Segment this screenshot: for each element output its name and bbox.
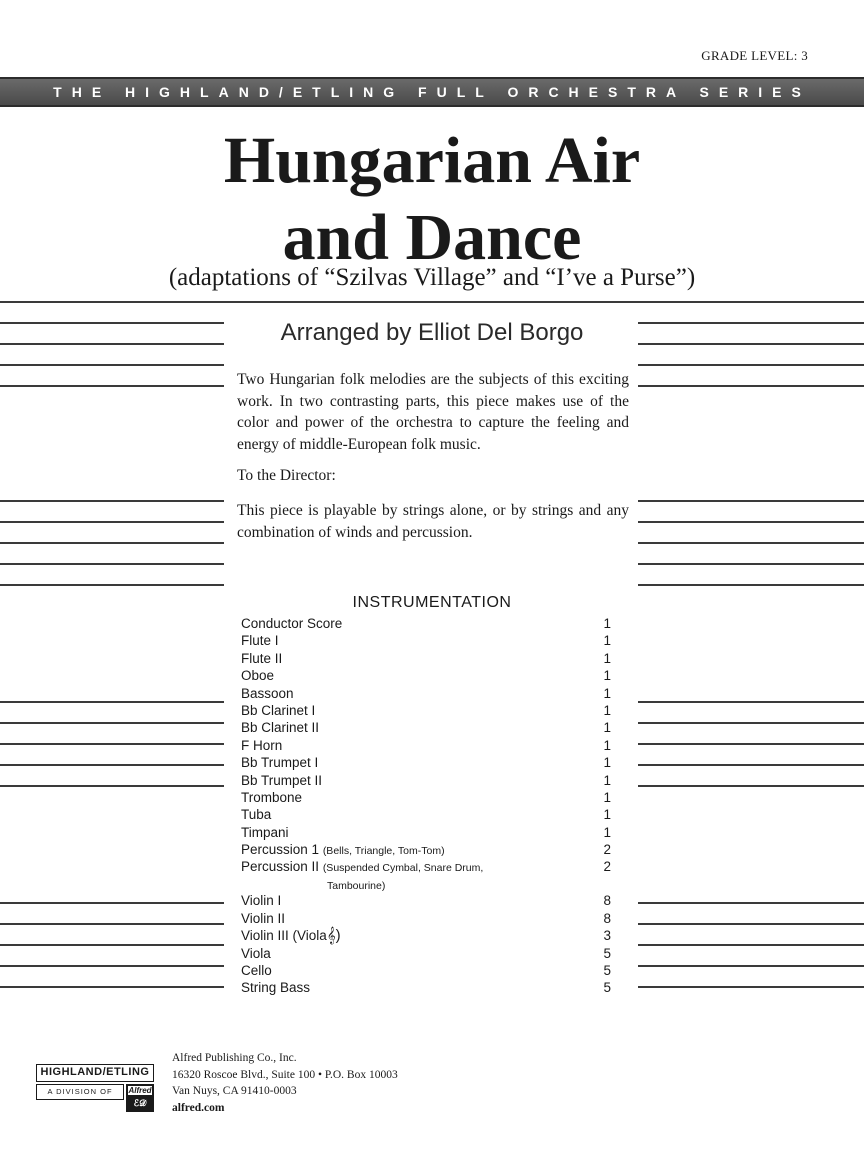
staff-rule bbox=[638, 563, 864, 565]
instrument-name-cell bbox=[241, 945, 271, 962]
instrument-note: (Bells, Triangle, Tom-Tom) bbox=[322, 845, 445, 858]
alfred-badge-mark: ℰ𝒟 bbox=[133, 1098, 147, 1108]
instrument-name: Percussion II bbox=[241, 859, 320, 875]
instrument-name: Cello bbox=[241, 963, 272, 979]
staff-rule bbox=[0, 764, 224, 766]
treble-clef-icon: 𝄞) bbox=[326, 927, 341, 945]
staff-rule bbox=[0, 944, 224, 946]
instrument-row bbox=[241, 841, 611, 858]
director-note: This piece is playable by strings alone, or by strings and any combination of winds and percussion. bbox=[237, 502, 629, 541]
instrument-name: Bb Trumpet II bbox=[241, 772, 323, 788]
instrument-name-cell bbox=[241, 892, 281, 909]
alfred-badge-text: Alfred bbox=[128, 1086, 152, 1095]
instrumentation-heading: INSTRUMENTATION bbox=[352, 594, 512, 611]
instrument-quantity: 1 bbox=[603, 772, 611, 788]
instrumentation-list bbox=[241, 615, 611, 997]
instrument-name-cell bbox=[241, 667, 274, 684]
staff-rule bbox=[0, 743, 224, 745]
instrument-quantity: 1 bbox=[603, 685, 611, 701]
staff-rule bbox=[0, 385, 224, 387]
instrument-name: Viola bbox=[241, 945, 271, 961]
instrument-quantity: 2 bbox=[603, 842, 611, 858]
instrument-name-cell bbox=[241, 858, 483, 892]
instrument-row bbox=[241, 719, 611, 736]
instrument-name: Oboe bbox=[241, 668, 275, 684]
instrument-name: Tuba bbox=[241, 807, 272, 823]
staff-rule bbox=[0, 785, 224, 787]
staff-rule bbox=[638, 385, 864, 387]
instrument-name-cell bbox=[241, 737, 282, 754]
staff-rule bbox=[638, 521, 864, 523]
grade-level: GRADE LEVEL: 3 bbox=[701, 48, 808, 63]
instrument-quantity: 3 bbox=[603, 928, 611, 944]
instrument-name: Timpani bbox=[241, 824, 289, 840]
instrument-quantity: 1 bbox=[603, 668, 611, 684]
instrument-row bbox=[241, 979, 611, 996]
staff-rule bbox=[0, 500, 224, 502]
instrument-quantity: 1 bbox=[603, 789, 611, 805]
instrument-row bbox=[241, 892, 611, 909]
instrument-note-continued: Tambourine) bbox=[327, 879, 386, 892]
instrument-row bbox=[241, 754, 611, 771]
staff-rule bbox=[638, 986, 864, 988]
instrument-row bbox=[241, 824, 611, 841]
instrument-name-cell bbox=[241, 650, 282, 667]
staff-rule bbox=[0, 923, 224, 925]
publisher-name: Alfred Publishing Co., Inc. bbox=[172, 1052, 297, 1064]
alfred-logo-badge bbox=[126, 1084, 154, 1112]
instrument-quantity: 1 bbox=[603, 807, 611, 823]
staff-rule bbox=[638, 944, 864, 946]
instrument-name: Flute II bbox=[241, 650, 283, 666]
instrument-name-cell bbox=[241, 841, 445, 858]
staff-rule bbox=[638, 584, 864, 586]
instrument-quantity: 1 bbox=[603, 737, 611, 753]
instrument-name-cell bbox=[241, 754, 318, 771]
publisher-address-line-2: Van Nuys, CA 91410-0003 bbox=[172, 1085, 297, 1097]
title-line-2: and Dance bbox=[282, 201, 582, 274]
instrument-name: Violin I bbox=[241, 893, 282, 909]
subtitle: (adaptations of “Szilvas Village” and “I’ve a Purse”) bbox=[168, 264, 696, 291]
instrument-row bbox=[241, 685, 611, 702]
instrument-row bbox=[241, 615, 611, 632]
instrument-name: Bb Clarinet I bbox=[241, 702, 316, 718]
instrument-quantity: 8 bbox=[603, 910, 611, 926]
instrument-quantity: 1 bbox=[603, 755, 611, 771]
instrument-name-cell bbox=[241, 824, 289, 841]
staff-rule bbox=[0, 521, 224, 523]
instrument-name-cell bbox=[241, 789, 302, 806]
instrument-name: String Bass bbox=[241, 980, 311, 996]
instrument-name: Bb Clarinet II bbox=[241, 720, 320, 736]
director-heading: To the Director: bbox=[237, 467, 336, 484]
instrument-name-cell bbox=[241, 962, 272, 979]
instrument-row bbox=[241, 910, 611, 927]
instrument-row bbox=[241, 667, 611, 684]
instrument-note: (Suspended Cymbal, Snare Drum, bbox=[322, 862, 484, 875]
instrument-quantity: 5 bbox=[603, 980, 611, 996]
publisher-address-block bbox=[172, 1050, 398, 1116]
staff-rule bbox=[638, 923, 864, 925]
instrument-name-cell bbox=[241, 632, 279, 649]
instrument-name: Violin II bbox=[241, 910, 286, 926]
instrument-name-cell bbox=[241, 772, 322, 789]
staff-rule bbox=[638, 701, 864, 703]
instrument-name-cell bbox=[241, 615, 342, 632]
instrument-quantity: 1 bbox=[603, 616, 611, 631]
staff-rule bbox=[0, 301, 864, 303]
instrument-quantity: 1 bbox=[603, 650, 611, 666]
publisher-logo bbox=[36, 1064, 156, 1106]
instrument-quantity: 5 bbox=[603, 963, 611, 979]
instrument-name: Percussion 1 bbox=[241, 842, 320, 858]
instrument-row bbox=[241, 789, 611, 806]
instrument-row bbox=[241, 632, 611, 649]
instrument-name-cell bbox=[241, 910, 285, 927]
staff-rule bbox=[638, 965, 864, 967]
instrument-quantity: 1 bbox=[603, 702, 611, 718]
staff-rule bbox=[0, 364, 224, 366]
staff-rule bbox=[638, 785, 864, 787]
instrument-row bbox=[241, 772, 611, 789]
instrument-row bbox=[241, 650, 611, 667]
staff-rule bbox=[0, 965, 224, 967]
publisher-address-line-1: 16320 Roscoe Blvd., Suite 100 • P.O. Box 10003 bbox=[172, 1068, 398, 1081]
instrument-name: Violin III (Viola bbox=[241, 928, 327, 944]
instrument-row bbox=[241, 858, 611, 892]
staff-rule bbox=[0, 563, 224, 565]
instrument-row bbox=[241, 945, 611, 962]
instrument-name-cell bbox=[241, 927, 341, 944]
staff-rule bbox=[638, 764, 864, 766]
staff-rule bbox=[638, 902, 864, 904]
instrument-name-cell bbox=[241, 806, 271, 823]
staff-rule bbox=[0, 902, 224, 904]
instrument-row bbox=[241, 927, 611, 944]
instrument-row bbox=[241, 806, 611, 823]
logo-brand: HIGHLAND/ETLING bbox=[36, 1064, 154, 1082]
instrument-quantity: 1 bbox=[603, 824, 611, 840]
staff-rule bbox=[0, 584, 224, 586]
instrument-quantity: 5 bbox=[603, 945, 611, 961]
staff-rule bbox=[0, 542, 224, 544]
description-paragraph: Two Hungarian folk melodies are the subjects of this exciting work. In two contrasting parts, this piece makes use of the color and power of the orchestra to capture the feeling and energy of middle-European folk music. bbox=[237, 371, 629, 453]
logo-division-text: A DIVISION OF bbox=[36, 1084, 124, 1100]
staff-rule bbox=[0, 722, 224, 724]
publisher-website[interactable]: alfred.com bbox=[172, 1101, 225, 1114]
staff-rule bbox=[638, 542, 864, 544]
instrument-name: Bassoon bbox=[241, 685, 294, 701]
instrument-name: Bb Trumpet I bbox=[241, 755, 319, 771]
staff-rule bbox=[638, 743, 864, 745]
instrument-name-cell bbox=[241, 702, 315, 719]
instrument-row bbox=[241, 962, 611, 979]
instrument-name: F Horn bbox=[241, 737, 283, 753]
instrument-name-cell bbox=[241, 719, 319, 736]
series-banner-text: THE HIGHLAND/ETLING FULL ORCHESTRA SERIES bbox=[53, 84, 811, 100]
instrument-name: Conductor Score bbox=[241, 616, 343, 631]
staff-rule bbox=[638, 722, 864, 724]
instrument-row bbox=[241, 737, 611, 754]
staff-rule bbox=[0, 986, 224, 988]
instrument-quantity: 1 bbox=[603, 633, 611, 649]
instrument-quantity: 1 bbox=[603, 720, 611, 736]
staff-rule bbox=[638, 364, 864, 366]
instrument-row bbox=[241, 702, 611, 719]
instrument-name-cell bbox=[241, 685, 294, 702]
instrument-name: Trombone bbox=[241, 789, 303, 805]
arranger-credit: Arranged by Elliot Del Borgo bbox=[280, 319, 584, 346]
staff-rule bbox=[638, 500, 864, 502]
staff-rule bbox=[0, 701, 224, 703]
instrument-quantity: 2 bbox=[603, 859, 611, 875]
instrument-quantity: 8 bbox=[603, 893, 611, 909]
series-banner bbox=[0, 77, 864, 107]
instrument-name-cell bbox=[241, 979, 310, 996]
instrument-name: Flute I bbox=[241, 633, 279, 649]
title-line-1: Hungarian Air bbox=[223, 124, 641, 197]
